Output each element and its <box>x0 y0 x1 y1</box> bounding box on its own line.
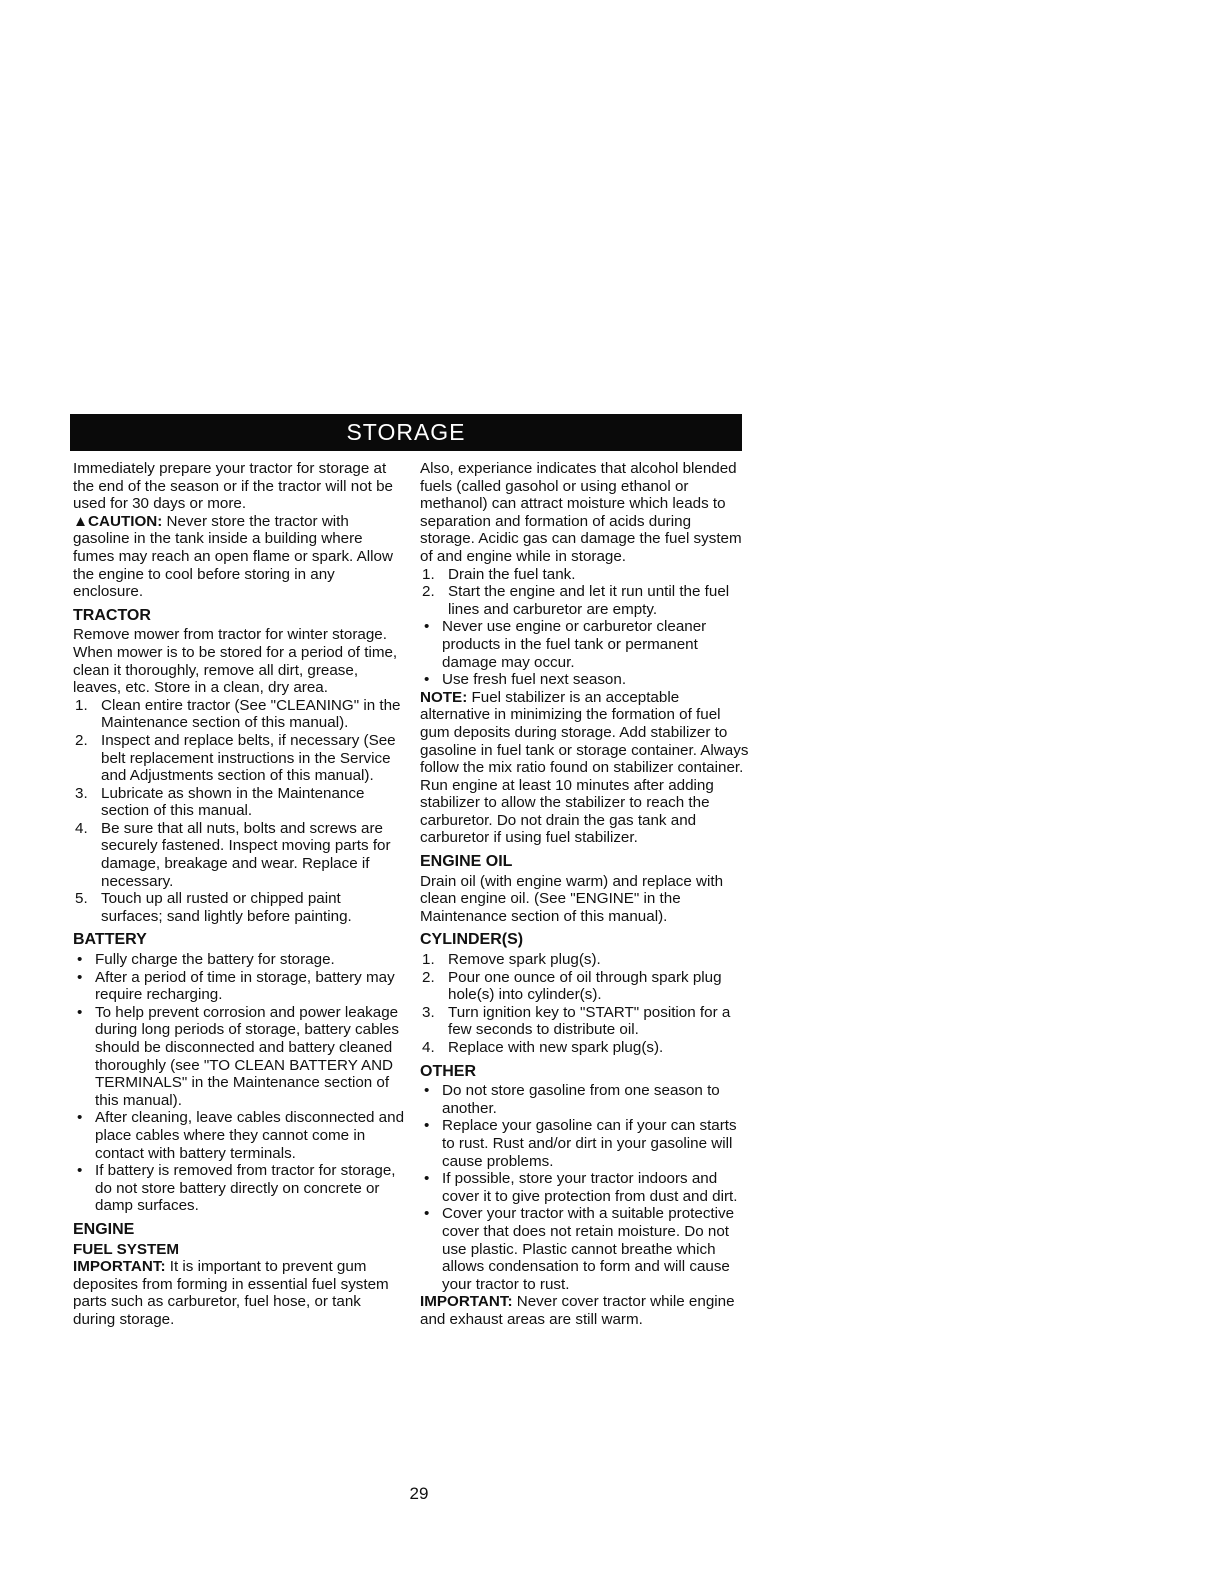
important-warm-paragraph: IMPORTANT: Never cover tractor while engine and exhaust areas are still warm. <box>420 1293 735 1328</box>
bullet-icon: • <box>77 968 83 986</box>
fuel-steps <box>420 566 750 619</box>
engine-heading: ENGINE <box>73 1220 135 1238</box>
list-item: 2. Start the engine and let it run until the fuel lines and carburetor are empty. <box>422 583 730 618</box>
important-label: IMPORTANT: <box>73 1258 166 1276</box>
bullet-icon: • <box>77 1162 83 1180</box>
left-column <box>73 460 406 1329</box>
list-item: 4. Be sure that all nuts, bolts and screws are securely fastened. Inspect moving parts for damage, breakage and wear. Replace if necessary. <box>75 819 391 890</box>
tractor-heading: TRACTOR <box>73 606 151 624</box>
list-item: 1. Remove spark plug(s). <box>422 951 601 969</box>
list-item: 1. Drain the fuel tank. <box>422 565 576 583</box>
other-heading: OTHER <box>420 1062 476 1080</box>
list-item: • Do not store gasoline from one season to another. <box>424 1082 720 1117</box>
engine-oil-paragraph: Drain oil (with engine warm) and replace with clean engine oil. (See "ENGINE" in the Maintenance section of this manual). <box>420 872 724 925</box>
list-item: 2. Inspect and replace belts, if necessary (See belt replacement instructions in the Service and Adjustments section of this manual). <box>75 731 396 785</box>
bullet-icon: • <box>424 618 430 636</box>
bullet-icon: • <box>424 671 430 689</box>
list-item: • Fully charge the battery for storage. <box>77 951 335 969</box>
right-column <box>420 460 750 1329</box>
list-item: 5. Touch up all rusted or chipped paint surfaces; sand lightly before painting. <box>75 890 352 925</box>
cylinder-steps <box>420 951 750 1057</box>
important-paragraph: IMPORTANT: It is important to prevent gum deposites from forming in essential fuel system parts such as carburetor, fuel hose, or tank during storage. <box>73 1258 389 1328</box>
list-item: • Never use engine or carburetor cleaner products in the fuel tank or permanent damage may occur. <box>424 618 707 671</box>
bullet-icon: • <box>77 1109 83 1127</box>
note-paragraph: NOTE: Fuel stabilizer is an acceptable alternative in minimizing the formation of fuel gum deposits during storage. Add stabilizer to gasoline in fuel tank or storage container. Always follow the mix ratio found on stabilizer container. Run engine at least 10 minutes after adding stabilizer to allow the stabilizer to reach the carburetor. Do not drain the gas tank and carburetor if using fuel stabilizer. <box>420 688 749 847</box>
list-item: 2. Pour one ounce of oil through spark plug hole(s) into cylinder(s). <box>422 968 722 1004</box>
page-number: 29 <box>409 1484 429 1503</box>
caution-text: Never store the tractor with gasoline in the tank inside a building where fumes may reach an open flame or spark. Allow the engine to cool before storing in any enclosure. <box>73 512 393 601</box>
section-title: STORAGE <box>346 419 466 445</box>
bullet-icon: • <box>424 1082 430 1100</box>
list-item: 1. Clean entire tractor (See "CLEANING" in the Maintenance section of this manual). <box>75 696 401 732</box>
list-item: • After cleaning, leave cables disconnected and place cables where they cannot come in contact with battery terminals. <box>77 1109 405 1162</box>
cylinders-heading: CYLINDER(S) <box>420 931 524 949</box>
tractor-paragraph: Remove mower from tractor for winter storage. When mower is to be stored for a period of time, clean it thoroughly, remove all dirt, grease, leaves, etc. Store in a clean, dry area. <box>73 626 398 697</box>
intro-paragraph: Immediately prepare your tractor for storage at the end of the season or if the tractor will not be used for 30 days or more. <box>73 460 393 513</box>
fuel-bullets <box>420 618 750 688</box>
fuel-system-heading: FUEL SYSTEM <box>73 1240 180 1258</box>
list-item: 4. Replace with new spark plug(s). <box>422 1039 664 1056</box>
list-item: • Use fresh fuel next season. <box>424 671 627 689</box>
alcohol-fuel-paragraph: Also, experiance indicates that alcohol blended fuels (called gasohol or using ethanol or methanol) can attract moisture which leads to separation and formation of acids during storage. Acidic gas can damage the fuel system of and engine while in storage. <box>420 460 742 565</box>
note-label: NOTE: <box>420 688 468 706</box>
caution-paragraph <box>73 513 406 601</box>
bullet-icon: • <box>77 1003 83 1021</box>
list-item: • Cover your tractor with a suitable protective cover that does not retain moisture. Do not use plastic. Plastic cannot breathe which allows condensation to form and will cause your tractor to rust. <box>424 1205 735 1293</box>
list-item: • After a period of time in storage, battery may require recharging. <box>77 968 395 1004</box>
bullet-icon: • <box>424 1117 430 1135</box>
warning-triangle-icon: ▲ <box>73 512 89 530</box>
list-item: • Replace your gasoline can if your can starts to rust. Rust and/or dirt in your gasoline will cause problems. <box>424 1117 737 1170</box>
bullet-icon: • <box>77 951 83 969</box>
section-banner <box>70 414 742 451</box>
tractor-steps <box>73 697 406 926</box>
list-item: 3. Lubricate as shown in the Maintenance section of this manual. <box>75 784 365 820</box>
battery-heading: BATTERY <box>73 931 147 949</box>
important-label: IMPORTANT: <box>420 1293 513 1311</box>
caution-label: CAUTION: <box>88 512 163 530</box>
list-item: • If battery is removed from tractor for storage, do not store battery directly on concrete or damp surfaces. <box>77 1162 396 1215</box>
list-item: • If possible, store your tractor indoors and cover it to give protection from dust and dirt. <box>424 1170 738 1205</box>
list-item: 3. Turn ignition key to "START" position for a few seconds to distribute oil. <box>422 1003 731 1039</box>
engine-oil-heading: ENGINE OIL <box>420 853 513 871</box>
other-bullets <box>420 1082 750 1293</box>
bullet-icon: • <box>424 1205 430 1223</box>
battery-bullets <box>73 951 406 1215</box>
bullet-icon: • <box>424 1170 430 1188</box>
list-item: • To help prevent corrosion and power leakage during long periods of storage, battery cables should be disconnected and battery cleaned thoroughly (see "TO CLEAN BATTERY AND TERMINALS" in the Maintenance section of this manual). <box>77 1003 399 1109</box>
